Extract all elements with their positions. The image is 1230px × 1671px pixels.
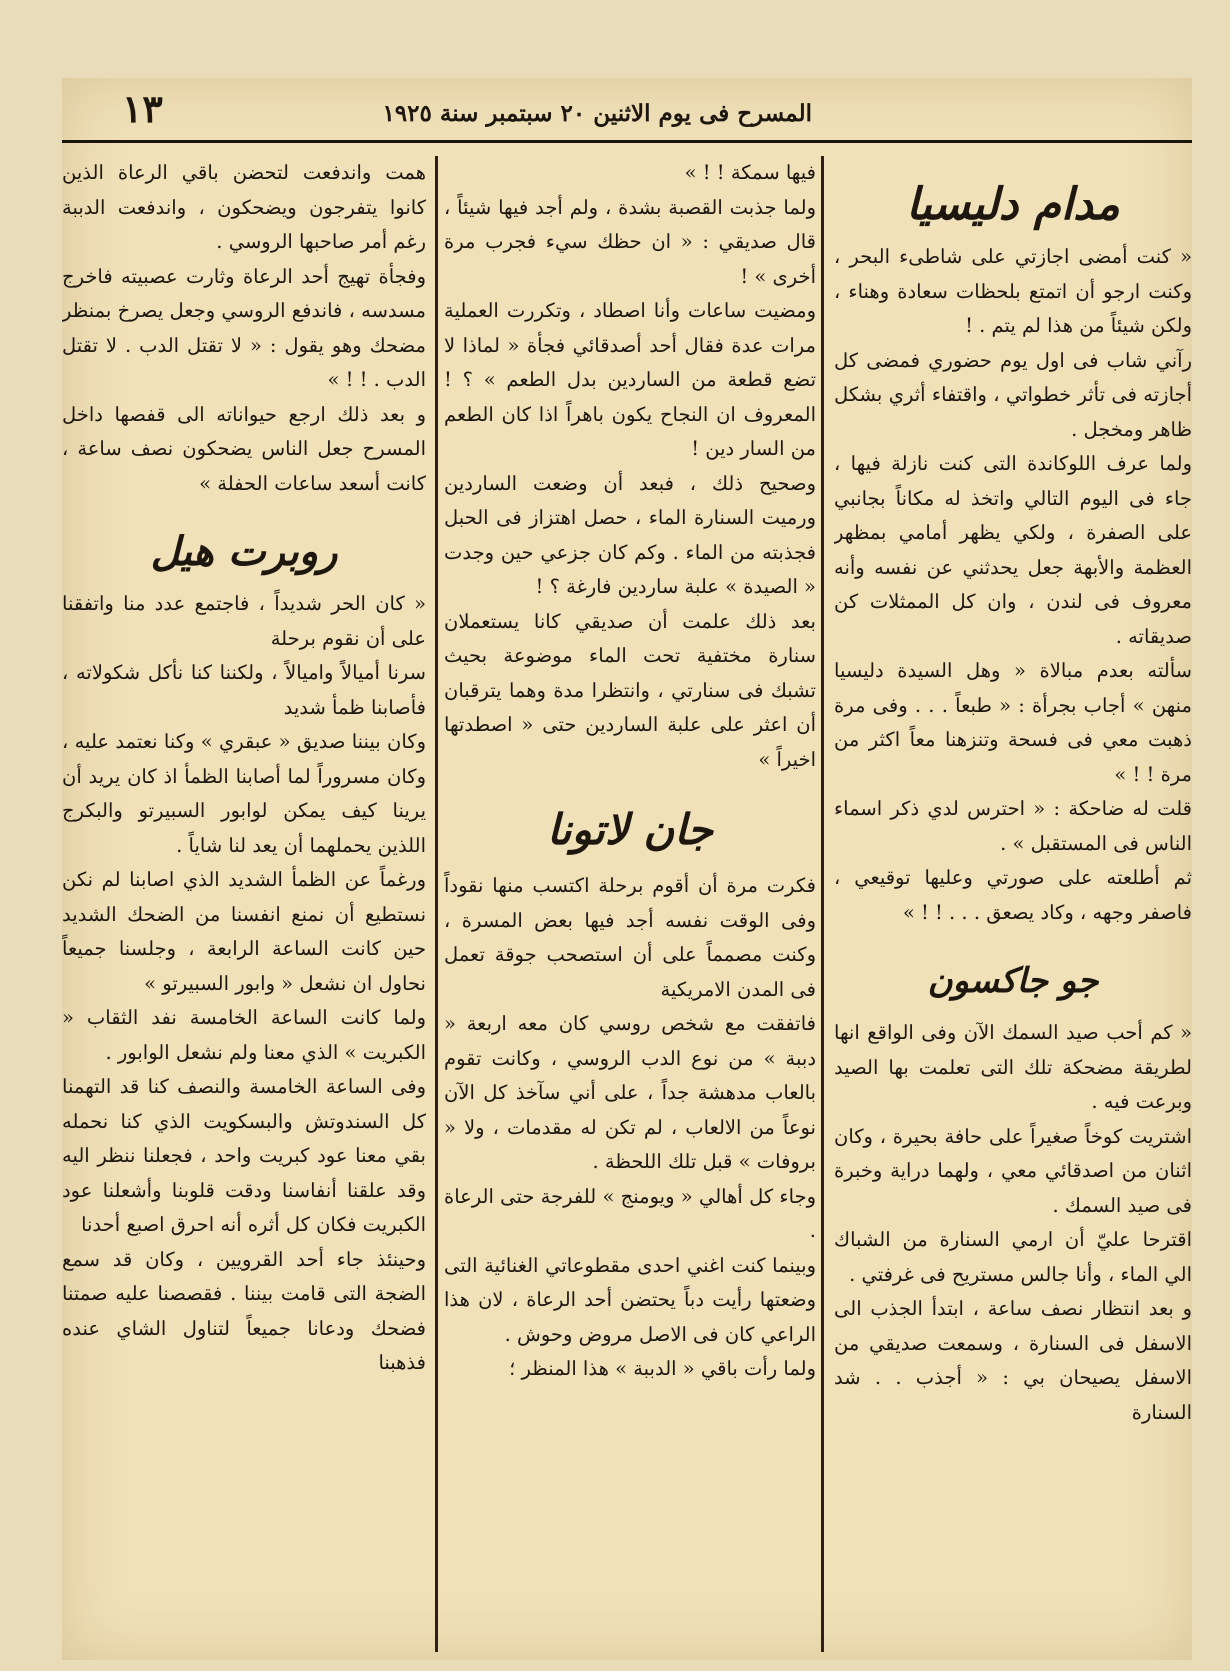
column-divider-right	[821, 156, 824, 1652]
article-heading-jean-latona: جان لاتونا	[546, 805, 714, 854]
paragraph: فكرت مرة أن أقوم برحلة اكتسب منها نقوداً وفى الوقت نفسه أجد فيها بعض المسرة ، وكنت مصمماً على أن استصحب جوقة تعمل فى المدن الامريكية	[444, 874, 816, 1001]
column-divider-left	[435, 156, 438, 1652]
paragraph: قلت له ضاحكة : « احترس لدي ذكر اسماء الناس فى المستقبل » .	[834, 797, 1192, 855]
paragraph: ولما كانت الساعة الخامسة نفد الثقاب « الكبريت » الذي معنا ولم نشعل الوابور .	[62, 1006, 426, 1064]
paragraph: « كم أحب صيد السمك الآن وفى الواقع انها لطريقة مضحكة تلك التى تعلمت بها الصيد وبرعت فيه .	[834, 1021, 1192, 1113]
paragraph: اشتريت كوخاً صغيراً على حافة بحيرة ، وكان اثنان من اصدقائي معي ، ولهما دراية وخبرة فى صيد السمك .	[834, 1124, 1192, 1217]
paragraph: اقترحا عليّ أن ارمي السنارة من الشباك الي الماء ، وأنا جالس مستريح فى غرفتي .	[834, 1228, 1192, 1286]
paragraph: وجاء كل أهالي « ويومنج » للفرجة حتى الرعاة .	[444, 1184, 816, 1242]
paragraph: ثم أطلعته على صورتي وعليها توقيعي ، فاصفر وجهه ، وكاد يصعق . . . ! ! »	[834, 866, 1192, 924]
paragraph: فيها سمكة ! ! »	[684, 161, 816, 184]
paragraph: وبينما كنت اغني احدى مقطوعاتي الغنائية التى وضعتها رأيت دباً يحتضن أحد الرعاة ، لان هذا الراعي كان فى الاصل مروض وحوش .	[444, 1253, 816, 1346]
paragraph: وحينئذ جاء أحد القرويين ، وكان قد سمع الضجة التى قامت بيننا . فقصصنا عليه صمتنا فضحك ودعانا جميعاً لتناول الشاي عنده فذهبنا	[62, 1247, 426, 1374]
paragraph: بعد ذلك علمت أن صديقي كانا يستعملان سنارة مختفية تحت الماء موضوعة بحيث تشبك فى سنارتي ، وانتظرا مدة وهما يترقبان أن اعثر على علبة الساردين حتى « اصطدتها اخيراً »	[444, 609, 816, 771]
article-heading-madame-delysia: مدام دليسيا	[906, 179, 1120, 230]
paragraph: همت واندفعت لتحضن باقي الرعاة الذين كانوا يتفرجون ويضحكون ، واندفعت الدببة رغم أمر صاحبها الروسي .	[62, 161, 426, 253]
header-title: المسرح فى يوم الاثنين ٢٠ سبتمبر سنة ١٩٢٥	[382, 100, 812, 127]
paragraph: وفجأة تهيج أحد الرعاة وثارت عصبيته فاخرج مسدسه ، فاندفع الروسي وجعل يصرخ بمنظر مضحك وهو يقول : « لا تقتل الدب . لا تقتل الدب . ! ! »	[62, 264, 426, 391]
paragraph: سرنا أميالاً واميالاً ، ولكننا كنا نأكل شكولاته ، فأصابنا ظمأ شديد	[62, 661, 426, 719]
page-header	[62, 78, 1192, 140]
paragraph: وصحيح ذلك ، فبعد أن وضعت الساردين ورميت السنارة الماء ، حصل اهتزاز فى الحبل فجذبته من الماء . وكم كان جزعي حين وجدت « الصيدة » علبة ساردين فارغة ؟ !	[444, 471, 816, 598]
paragraph: ومضيت ساعات وأنا اصطاد ، وتكررت العملية مرات عدة فقال أحد أصدقائي فجأة « لماذا لا تضع قطعة من الساردين بدل الطعم » ؟ ! المعروف ان النجاح يكون باهراً اذا كان الطعم من السار دين !	[444, 299, 816, 460]
paragraph: ولما جذبت القصبة بشدة ، ولم أجد فيها شيئاً ، قال صديقي : « ان حظك سيء فجرب مرة أخرى » !	[444, 195, 816, 288]
column-left	[62, 156, 426, 1650]
article-heading-joe-jackson: جو جاكسون	[927, 961, 1099, 1001]
paragraph: فاتفقت مع شخص روسي كان معه اربعة « دببة » من نوع الدب الروسي ، وكانت تقوم بالعاب مدهشة جداً ، على أني سآخذ كل الآن نوعاً من الالعاب ، لم تكن له مقدمات ، ولا « بروفات » قبل تلك اللحظة .	[444, 1012, 816, 1173]
page-number: ١٣	[122, 86, 163, 131]
paragraph: « كنت أمضى اجازتي على شاطىء البحر ، وكنت ارجو أن اتمتع بلحظات سعادة وهناء ، ولكن شيئاً من هذا لم يتم . !	[834, 245, 1192, 337]
article-heading-robert-hale: روبرت هيل	[150, 528, 338, 575]
paragraph: ولما رأت باقي « الدببة » هذا المنظر ؛	[509, 1357, 816, 1380]
newspaper-page	[62, 78, 1192, 1660]
paragraph: سألته بعدم مبالاة « وهل السيدة دليسيا منهن » أجاب بجرأة : « طبعاً . . . وفى مرة ذهبت معي فى فسحة وتنزهنا معاً اكثر من مرة ! ! »	[834, 659, 1192, 786]
paragraph: رآني شاب فى اول يوم حضوري فمضى كل أجازته فى تأثر خطواتي ، واقتفاء أثري بشكل ظاهر ومخجل .	[834, 348, 1192, 441]
paragraph: وفى الساعة الخامسة والنصف كنا قد التهمنا كل السندوتش والبسكويت الذي كنا نحمله بقي معنا عود كبريت واحد ، فجعلنا ننظر اليه وقد علقنا أنفاسنا ودقت قلوبنا وأشعلنا عود الكبريت فكان كل أثره أنه احرق اصبع أحدنا	[62, 1075, 426, 1236]
paragraph: وكان بيننا صديق « عبقري » وكنا نعتمد عليه ، وكان مسروراً لما أصابنا الظمأ اذ كان يريد أن يرينا كيف يمكن لوابور السبيرتو والبكرج اللذين يحملهما أن يعد لنا شاياً .	[62, 730, 426, 857]
header-rule	[62, 140, 1192, 143]
paragraph: « كان الحر شديداً ، فاجتمع عدد منا واتفقنا على أن نقوم برحلة	[62, 592, 426, 650]
paragraph: ولما عرف اللوكاندة التى كنت نازلة فيها ، جاء فى اليوم التالي واتخذ له مكاناً بجانبي على الصفرة ، ولكي يظهر أمامي بمظهر العظمة والأبهة جعل يحدثني عن نفسه وأنه معروف فى لندن ، وان كل الممثلات كن صديقاته .	[834, 452, 1192, 648]
column-right	[834, 156, 1192, 1650]
paragraph: ورغماً عن الظمأ الشديد الذي اصابنا لم نكن نستطيع أن نمنع انفسنا من الضحك الشديد حين كانت الساعة الرابعة ، وجلسنا جميعاً نحاول ان نشعل « وابور السبيرتو »	[62, 868, 426, 995]
column-middle	[444, 156, 816, 1650]
paragraph: و بعد انتظار نصف ساعة ، ابتدأ الجذب الى الاسفل فى السنارة ، وسمعت صديقي من الاسفل يصيحان بي : « أجذب . . شد السنارة	[834, 1297, 1192, 1424]
paragraph: و بعد ذلك ارجع حيواناته الى قفصها داخل المسرح جعل الناس يضحكون نصف ساعة ، كانت أسعد ساعات الحفلة »	[62, 402, 426, 495]
